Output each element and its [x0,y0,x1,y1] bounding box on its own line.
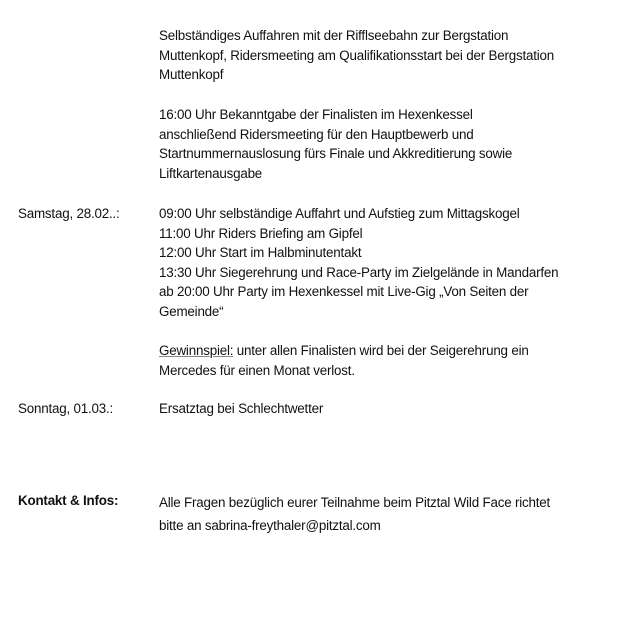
raffle-text [159,341,619,380]
saturday-label: Samstag, 28.02..: [18,206,120,221]
sunday-text [159,399,619,419]
contact-line-2: bitte an sabrina-freythaler@pitztal.com [159,518,381,533]
sunday-label: Sonntag, 01.03.: [18,401,114,416]
contact-line-1: Alle Fragen bezüglich eurer Teilnahme beim Pitztal Wild Face richtet [159,495,551,510]
saturday-schedule [159,204,619,322]
intro-line: Muttenkopf, Ridersmeeting am Qualifikationsstart bei der Bergstation [159,47,555,63]
announcement-text [159,105,619,183]
announcement-line: Startnummernauslosung fürs Finale und Akkreditierung sowie [159,146,513,162]
raffle-line-1 [159,341,619,361]
sunday-line: Ersatztag bei Schlechtwetter [159,401,324,416]
schedule-line: 12:00 Uhr Start im Halbminutentakt [159,245,362,261]
schedule-line: 09:00 Uhr selbständige Auffahrt und Aufstieg zum Mittagskogel [159,206,520,221]
raffle-title: Gewinnspiel: [159,343,234,358]
intro-line: Selbständiges Auffahren mit der Rifflseebahn zur Bergstation [159,28,509,43]
raffle-line-1-rest: unter allen Finalisten wird bei der Seigerehrung ein [233,343,529,358]
announcement-line: 16:00 Uhr Bekanntgabe der Finalisten im Hexenkessel [159,107,473,122]
announcement-line: anschließend Ridersmeeting für den Hauptbewerb und [159,126,474,142]
schedule-line: Gemeinde“ [159,303,224,319]
schedule-line: 11:00 Uhr Riders Briefing am Gipfel [159,225,363,241]
intro-line: Muttenkopf [159,67,224,83]
contact-text [159,491,619,537]
intro-text [159,26,619,85]
raffle-line-2: Mercedes für einen Monat verlost. [159,362,355,378]
announcement-line: Liftkartenausgabe [159,165,263,181]
schedule-line: ab 20:00 Uhr Party im Hexenkessel mit Live-Gig „Von Seiten der [159,284,529,300]
contact-label: Kontakt & Infos: [18,493,119,508]
schedule-line: 13:30 Uhr Siegerehrung und Race-Party im Zielgelände in Mandarfen [159,264,559,280]
